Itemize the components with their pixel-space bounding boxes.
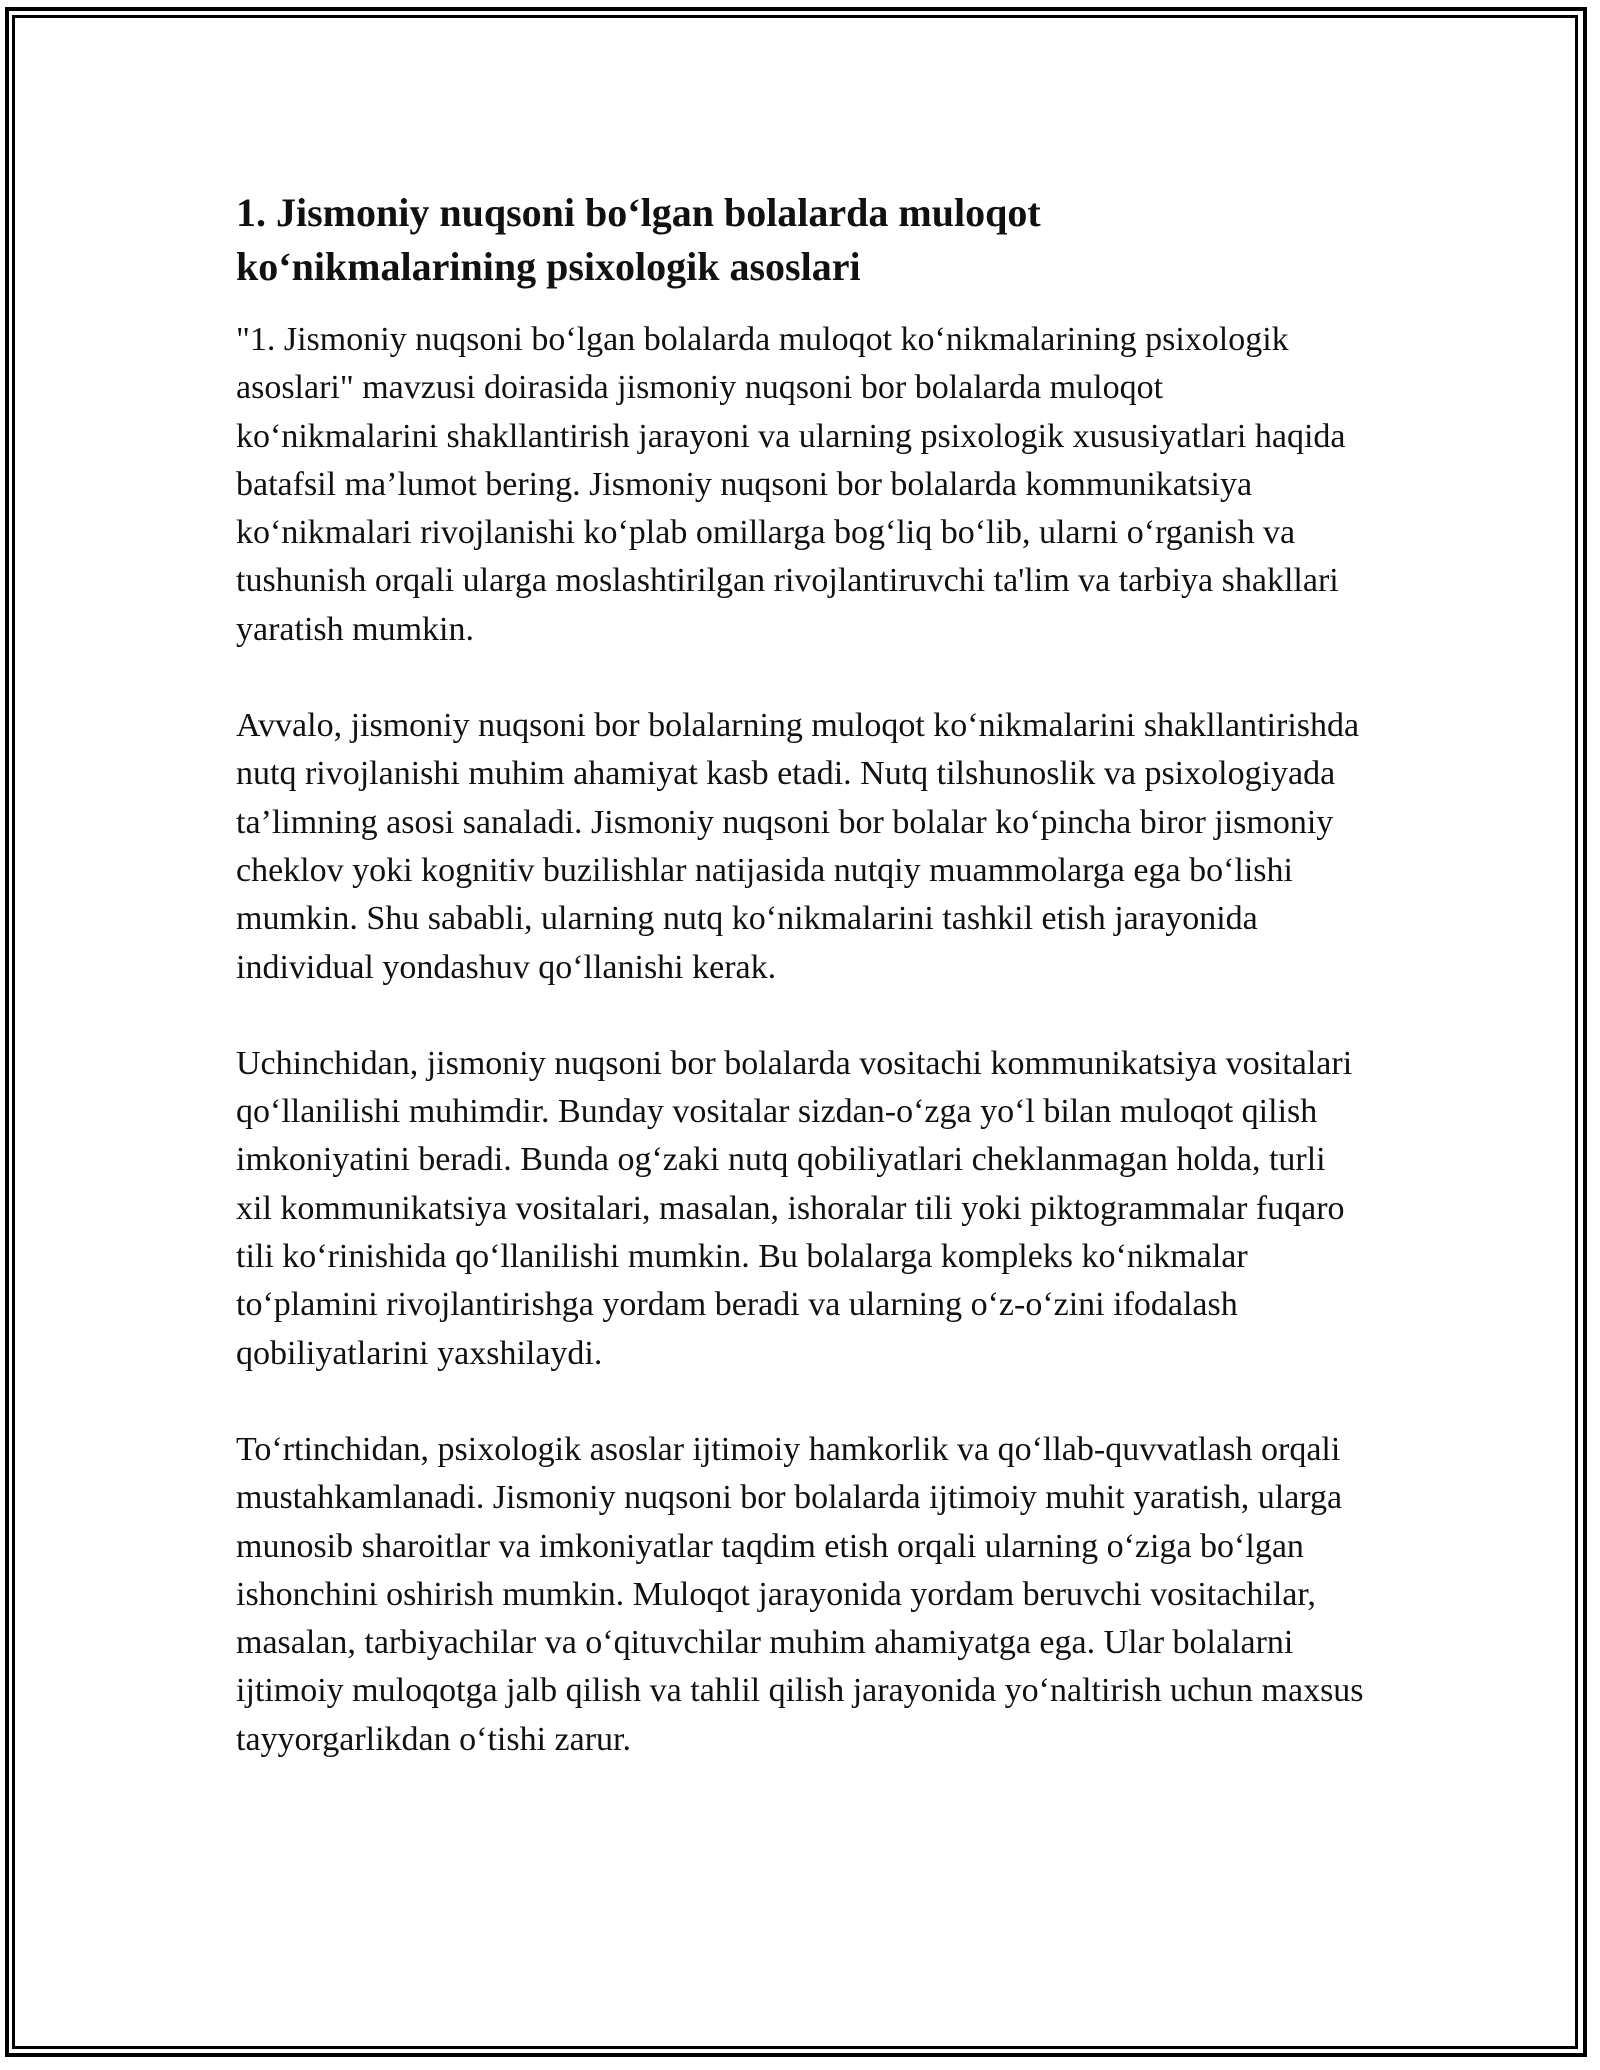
document-title-line-1: 1. Jismoniy nuqsoni bo‘lgan bolalarda muloqot [236, 190, 1041, 235]
document-body [236, 186, 1366, 1764]
paragraph-intro: "1. Jismoniy nuqsoni bo‘lgan bolalarda muloqot ko‘nikmalarining psixologik asoslari" mavzusi doirasida jismoniy nuqsoni bor bolalarda muloqot ko‘nikmalarini shakllantirish jarayoni va ularning psixologik xususiyatlari haqida batafsil ma’lumot bering. Jismoniy nuqsoni bor bolalarda kommunikatsiya ko‘nikmalari rivojlanishi ko‘plab omillarga bog‘liq bo‘lib, ularni o‘rganish va tushunish orqali ularga moslashtirilgan rivojlantiruvchi ta'lim va tarbiya shakllari yaratish mumkin. [236, 321, 1346, 648]
paragraph-social-support: To‘rtinchidan, psixologik asoslar ijtimoiy hamkorlik va qo‘llab-quvvatlash orqali mustahkamlanadi. Jismoniy nuqsoni bor bolalarda ijtimoiy muhit yaratish, ularga munosib sharoitlar va imkoniyatlar taqdim etish orqali ularning o‘ziga bo‘lgan ishonchini oshirish mumkin. Muloqot jarayonida yordam beruvchi vositachilar, masalan, tarbiyachilar va o‘qituvchilar muhim ahamiyatga ega. Ular bolalarni ijtimoiy muloqotga jalb qilish va tahlil qilish jarayonida yo‘naltirish uchun maxsus tayyorgarlikdan o‘tishi zarur. [236, 1430, 1364, 1758]
paragraph-speech-development: Avvalo, jismoniy nuqsoni bor bolalarning muloqot ko‘nikmalarini shakllantirishda nutq rivojlanishi muhim ahamiyat kasb etadi. Nutq tilshunoslik va psixologiyada ta’limning asosi sanaladi. Jismoniy nuqsoni bor bolalar ko‘pincha biror jismoniy cheklov yoki kognitiv buzilishlar natijasida nutqiy muammolarga ega bo‘lishi mumkin. Shu sababli, ularning nutq ko‘nikmalarini tashkil etish jarayonida individual yondashuv qo‘llanishi kerak. [236, 707, 1360, 986]
paragraph-communication-tools: Uchinchidan, jismoniy nuqsoni bor bolalarda vositachi kommunikatsiya vositalari qo‘llanilishi muhimdir. Bunday vositalar sizdan-o‘zga yo‘l bilan muloqot qilish imkoniyatini beradi. Bunda og‘zaki nutq qobiliyatlari cheklanmagan holda, turli xil kommunikatsiya vositalari, masalan, ishoralar tili yoki piktogrammalar fuqaro tili ko‘rinishida qo‘llanilishi mumkin. Bu bolalarga kompleks ko‘nikmalar to‘plamini rivojlantirishga yordam beradi va ularning o‘z-o‘zini ifodalash qobiliyatlarini yaxshilaydi. [236, 1044, 1353, 1372]
document-title [236, 186, 1366, 294]
document-title-line-2: ko‘nikmalarining psixologik asoslari [236, 244, 861, 289]
